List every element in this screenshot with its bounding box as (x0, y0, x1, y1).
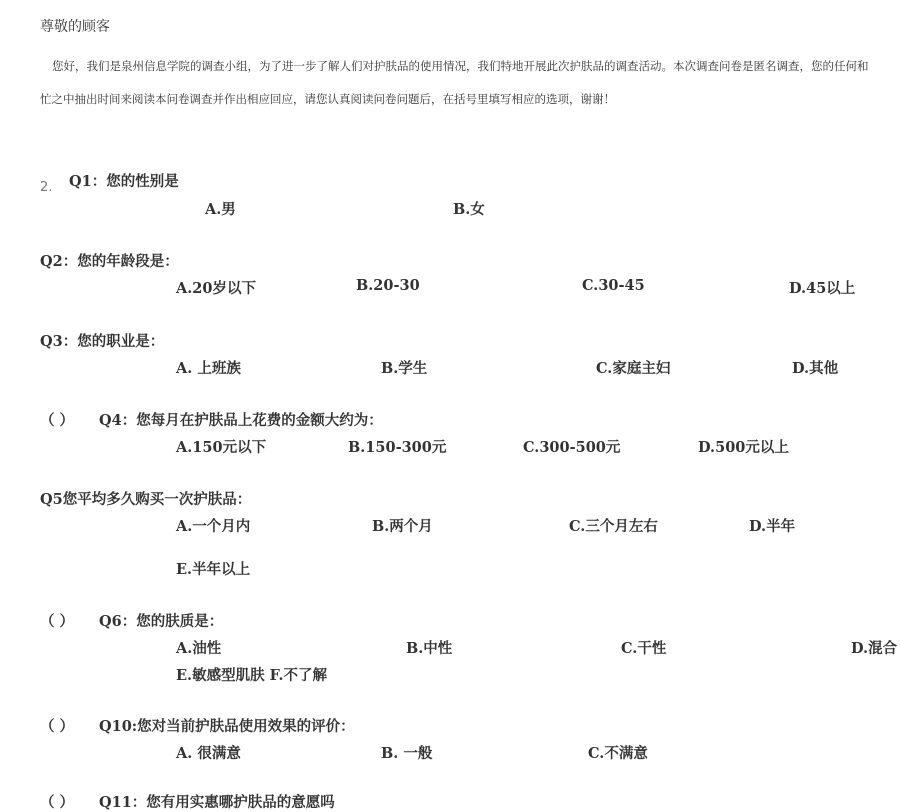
q6-option-d: D.混合 (851, 640, 898, 657)
q1-option-a: A.男 (205, 201, 236, 218)
question-q1: Q1：您的性别是 (69, 173, 179, 190)
q5-option-d: D.半年 (749, 518, 796, 535)
q10-option-b: B. 一般 (381, 745, 433, 762)
q4-option-b: B.150-300元 (348, 439, 447, 456)
q4-option-d: D.500元以上 (698, 439, 789, 456)
q5-option-c: C.三个月左右 (569, 518, 658, 535)
q3-option-a: A. 上班族 (176, 360, 241, 377)
q10-option-a: A. 很满意 (176, 745, 241, 762)
answer-paren-q11: （ ） (40, 794, 75, 811)
answer-paren-q10: （ ） (40, 718, 75, 735)
question-q4: Q4：您每月在护肤品上花费的金额大约为： (99, 412, 383, 429)
list-number: 2. (40, 180, 53, 195)
answer-paren-q4: （ ） (40, 412, 75, 429)
q6-option-c: C.干性 (621, 640, 667, 657)
question-q11: Q11：您有用实惠哪护肤品的意愿吗 (99, 794, 335, 811)
q2-option-a: A.20岁以下 (176, 280, 256, 297)
q4-option-c: C.300-500元 (523, 439, 621, 456)
q3-option-d: D.其他 (792, 360, 839, 377)
question-q10: Q10:您对当前护肤品使用效果的评价： (99, 718, 355, 735)
question-q5: Q5您平均多久购买一次护肤品： (40, 491, 252, 508)
q1-option-b: B.女 (453, 201, 485, 218)
q2-option-c: C.30-45 (582, 277, 645, 294)
q6-option-a: A.油性 (176, 640, 222, 657)
q3-option-b: B.学生 (381, 360, 428, 377)
q2-option-b: B.20-30 (356, 277, 420, 294)
intro-line-2: 忙之中抽出时间来阅读本问卷调查并作出相应回应，请您认真阅读问卷问题后，在括号里填写相应的选项，谢谢！ (40, 92, 615, 106)
q5-option-b: B.两个月 (372, 518, 433, 535)
question-q3: Q3：您的职业是： (40, 333, 165, 350)
question-q2: Q2：您的年龄段是： (40, 253, 179, 270)
intro-line-1: 您好，我们是泉州信息学院的调查小组，为了进一步了解人们对护肤品的使用情况，我们特地开展此次护肤品的调查活动。本次调查问卷是匿名调查，您的任何和 (52, 59, 869, 73)
q10-option-c: C.不满意 (588, 745, 648, 762)
q5-option-e: E.半年以上 (176, 561, 251, 578)
q2-option-d: D.45以上 (789, 280, 856, 297)
q6-option-e: E.敏感型肌肤 F.不了解 (176, 667, 328, 684)
question-q6: Q6：您的肤质是： (99, 613, 224, 630)
q4-option-a: A.150元以下 (176, 439, 267, 456)
q5-option-a: A.一个月内 (176, 518, 251, 535)
q6-option-b: B.中性 (406, 640, 453, 657)
greeting: 尊敬的顾客 (40, 19, 110, 35)
answer-paren-q6: （ ） (40, 613, 75, 630)
q3-option-c: C.家庭主妇 (596, 360, 671, 377)
